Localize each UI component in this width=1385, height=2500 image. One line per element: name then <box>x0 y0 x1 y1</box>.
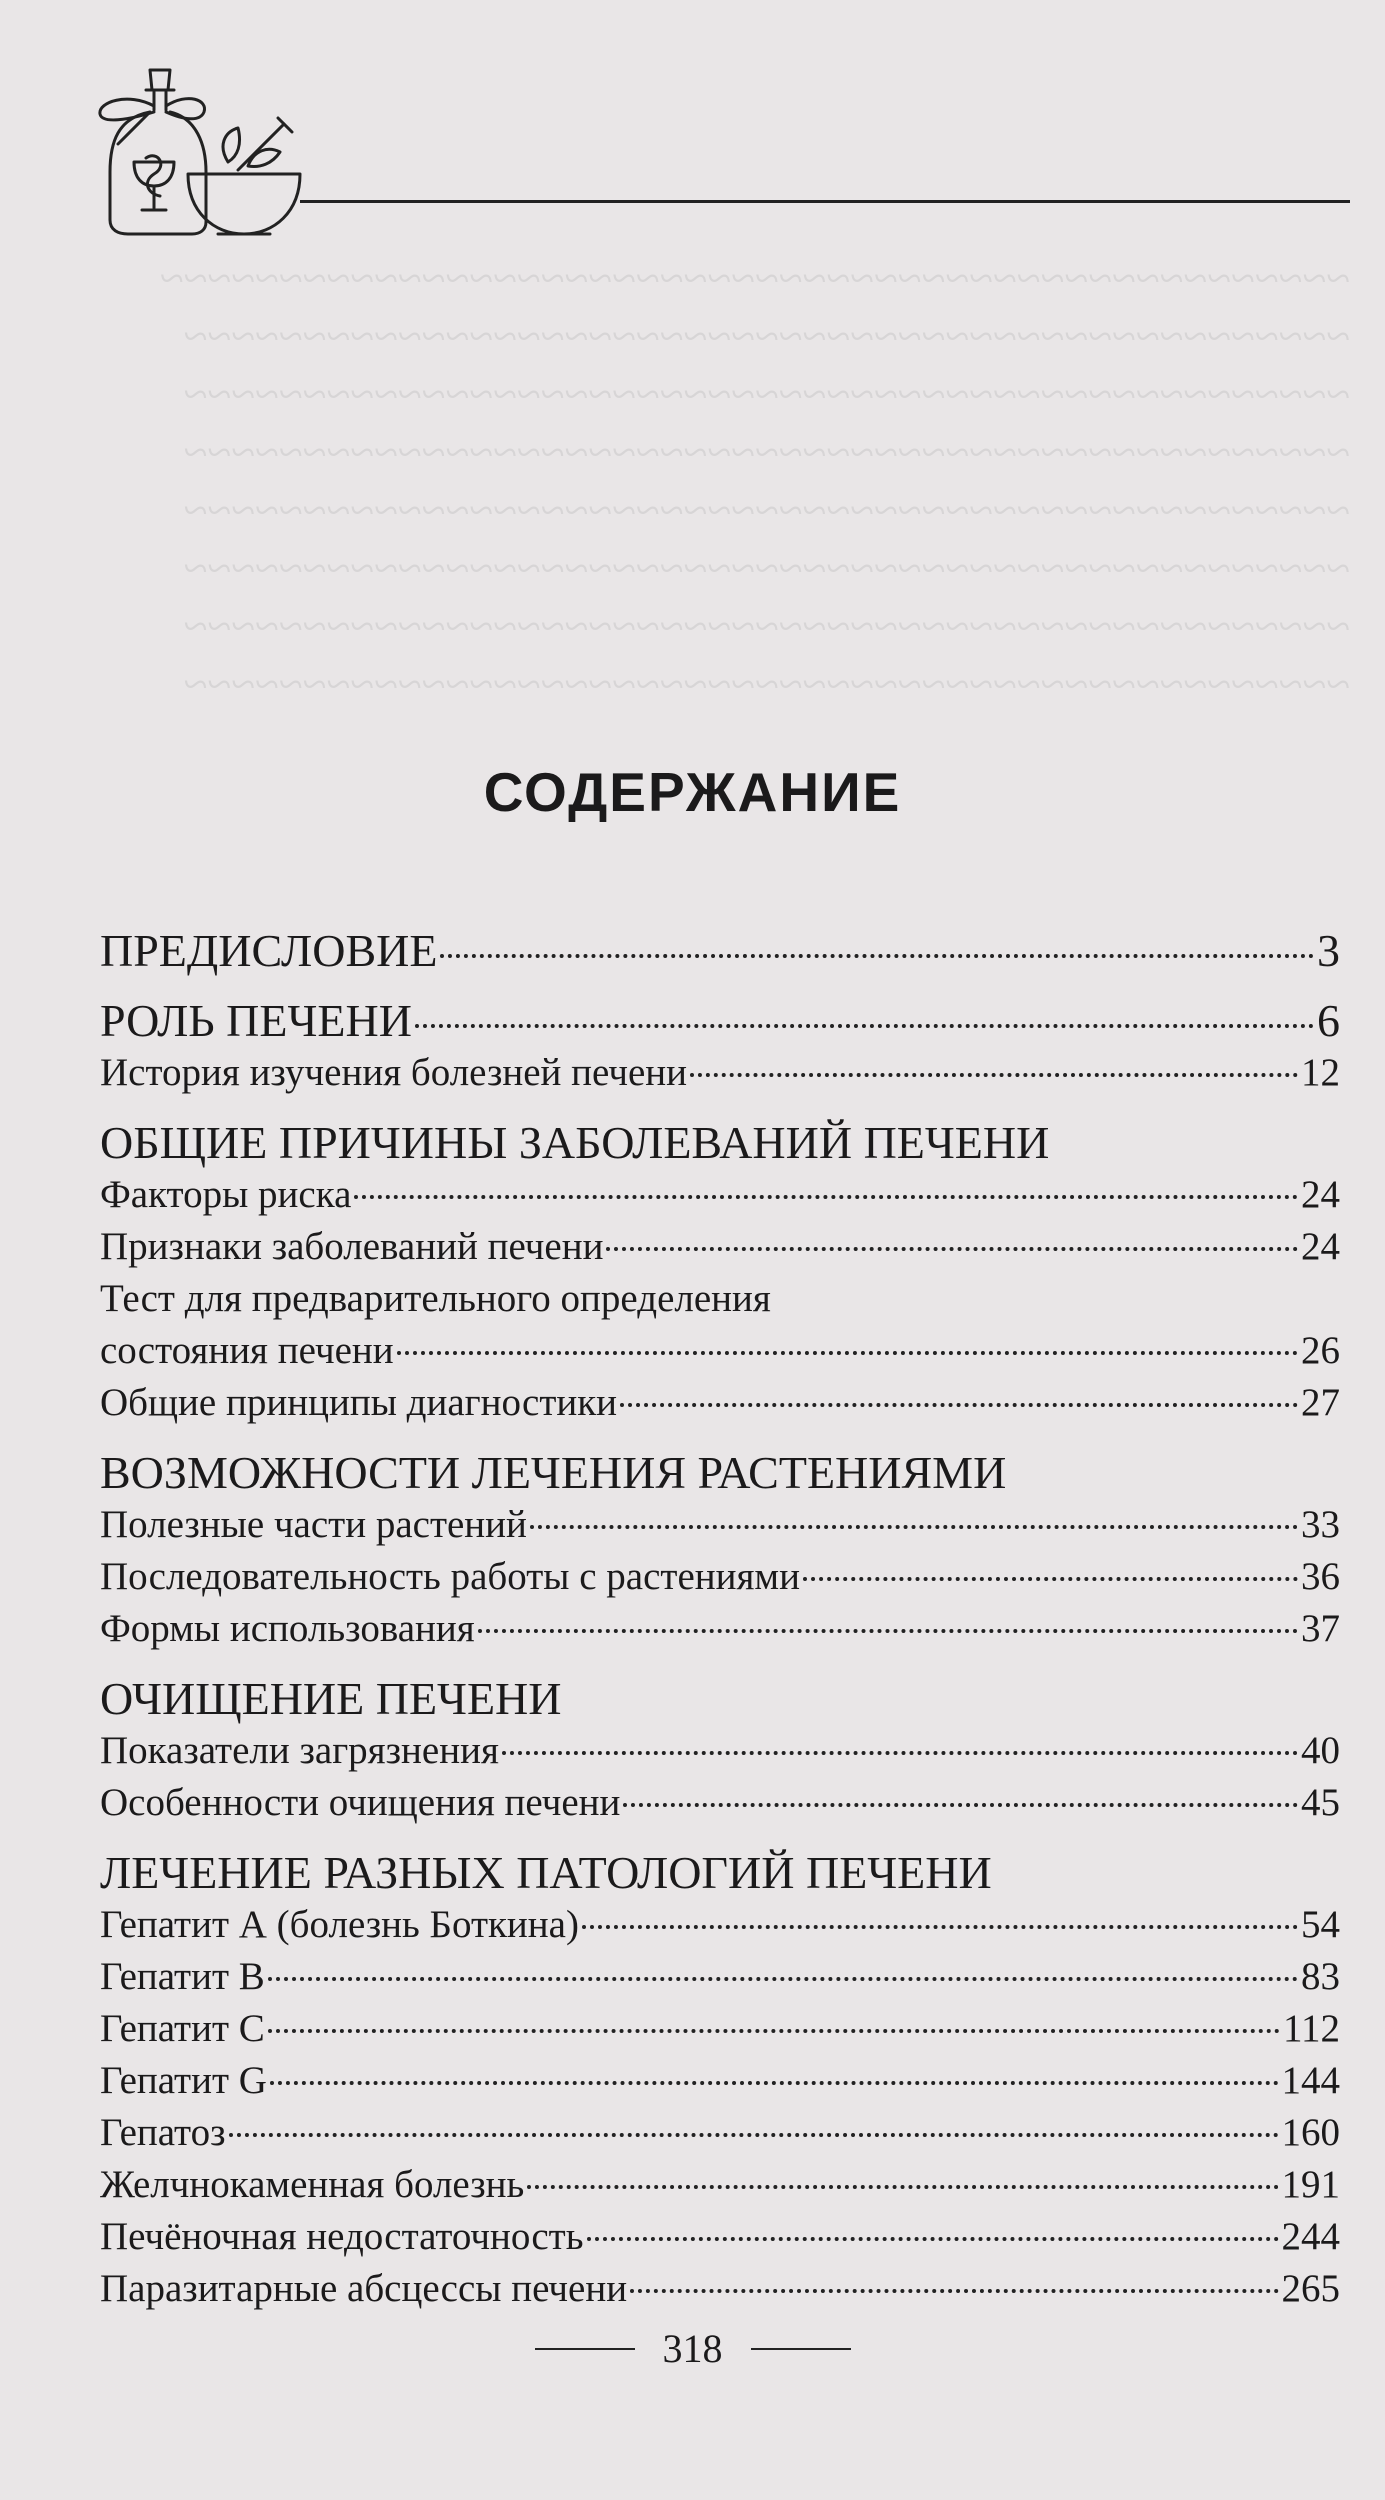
toc-leader-dots <box>440 954 1314 958</box>
toc-entry-label: Особенности очищения печени <box>100 1781 621 1824</box>
toc-entry-label: Общие принципы диагностики <box>100 1381 618 1424</box>
toc-entry[interactable] <box>100 2003 1340 2055</box>
toc-entry-label: Гепатит А (болезнь Боткина) <box>100 1903 579 1946</box>
toc-entry-label: РОЛЬ ПЕЧЕНИ <box>100 995 412 1046</box>
toc-entry-label: Формы использования <box>100 1607 475 1650</box>
toc-leader-dots <box>527 2185 1278 2189</box>
toc-entry[interactable] <box>100 1047 1340 1099</box>
toc-entry-label: ПРЕДИСЛОВИЕ <box>100 925 438 976</box>
toc-entry[interactable] <box>100 2107 1340 2159</box>
toc-leader-dots <box>397 1351 1298 1355</box>
toc-section-entry[interactable] <box>100 995 1340 1047</box>
toc-leader-dots <box>620 1403 1298 1407</box>
page-title: СОДЕРЖАНИЕ <box>483 761 902 823</box>
toc-leader-dots <box>623 1803 1298 1807</box>
toc-entry[interactable] <box>100 1377 1340 1429</box>
toc-leader-dots <box>530 1525 1298 1529</box>
toc-entry-label: Факторы риска <box>100 1173 352 1216</box>
toc-leader-dots <box>270 2081 1279 2085</box>
toc-entry[interactable] <box>100 1725 1340 1777</box>
toc-entry[interactable] <box>100 1777 1340 1829</box>
toc-page-number: 6 <box>1317 995 1340 1046</box>
toc-leader-dots <box>268 2029 1280 2033</box>
toc-entry-label-line1: Тест для предварительного определения <box>100 1277 771 1320</box>
toc-leader-dots <box>415 1024 1314 1028</box>
toc-entry[interactable] <box>100 2159 1340 2211</box>
toc-page-number: 160 <box>1281 2111 1340 2154</box>
toc-page-number: 26 <box>1301 1329 1340 1372</box>
toc-leader-dots <box>354 1195 1298 1199</box>
toc-entry-label: Гепатит G <box>100 2059 267 2102</box>
toc-entry[interactable] <box>100 2211 1340 2263</box>
toc-entry-label: Желчнокаменная болезнь <box>100 2163 525 2206</box>
toc-entry[interactable] <box>100 2263 1340 2315</box>
toc-section-heading: ОЧИЩЕНИЕ ПЕЧЕНИ <box>100 1673 562 1724</box>
toc-page-number: 83 <box>1301 1955 1340 1998</box>
toc-entry[interactable] <box>100 1551 1340 1603</box>
toc-page-number: 12 <box>1301 1051 1340 1094</box>
toc-page-number: 112 <box>1282 2007 1340 2050</box>
footer-rule-right <box>751 2348 851 2350</box>
toc-leader-dots <box>502 1751 1298 1755</box>
toc-page-number: 45 <box>1301 1781 1340 1824</box>
toc-leader-dots <box>268 1977 1298 1981</box>
toc-leader-dots <box>690 1073 1298 1077</box>
toc-entry[interactable] <box>100 2055 1340 2107</box>
toc-entry[interactable] <box>100 1221 1340 1273</box>
toc-entry[interactable] <box>100 1603 1340 1655</box>
toc-entry-label: Показатели загрязнения <box>100 1729 499 1772</box>
toc-entry-label: История изучения болезней печени <box>100 1051 688 1094</box>
page-footer <box>0 2325 1385 2372</box>
toc-entry-label: Полезные части растений <box>100 1503 527 1546</box>
toc-page-number: 54 <box>1301 1903 1340 1946</box>
toc-entry[interactable] <box>100 1499 1340 1551</box>
toc-entry[interactable] <box>100 1951 1340 2003</box>
toc-leader-dots <box>229 2133 1279 2137</box>
toc-page-number: 40 <box>1301 1729 1340 1772</box>
toc-page-number: 33 <box>1301 1503 1340 1546</box>
toc-entry[interactable] <box>100 1325 1340 1377</box>
table-of-contents <box>100 925 1340 2315</box>
header-rule <box>300 200 1350 203</box>
toc-entry-label: Гепатоз <box>100 2111 226 2154</box>
toc-page-number: 191 <box>1281 2163 1340 2206</box>
page-number: 318 <box>662 2326 723 2371</box>
toc-leader-dots <box>478 1629 1298 1633</box>
footer-rule-left <box>535 2348 635 2350</box>
toc-page-number: 244 <box>1281 2215 1340 2258</box>
toc-entry[interactable] <box>100 1899 1340 1951</box>
toc-entry-label: Печёночная недостаточность <box>100 2215 584 2258</box>
toc-section-heading: ВОЗМОЖНОСТИ ЛЕЧЕНИЯ РАСТЕНИЯМИ <box>100 1447 1007 1498</box>
toc-section-entry[interactable] <box>100 925 1340 977</box>
toc-page-number: 27 <box>1301 1381 1340 1424</box>
toc-leader-dots <box>582 1925 1298 1929</box>
toc-page-number: 36 <box>1301 1555 1340 1598</box>
toc-entry-label: состояния печени <box>100 1329 394 1372</box>
toc-entry-label: Гепатит С <box>100 2007 265 2050</box>
show-through-text: ~~~~~~~~~~~~~~~~~~~~~~~~~~~~~~~~~~~~~~~~~~~~~~~~~~ ~~~~~~~~~~~~~~~~~~~~~~~~~~~~~~~~~~~~~~~~~~~~~~~~~ ~~~~~~~~~~~~~~~~~~~~~~~~~~~~~~~~~~~~~~~~~~~~~~~~~ ~~~~~~~~~~~~~~~~~~~~~~~~~~~~~~~~~~~~~~~~~~~~~~~~~ ~~~~~~~~~~~~~~~~~~~~~~~~~~~~~~~~~~~~~~~~~~~~~~~~~ ~~~~~~~~~~~~~~~~~~~~~~~~~~~~~~~~~~~~~~~~~~~~~~~~~ ~~~~~~~~~~~~~~~~~~~~~~~~~~~~~~~~~~~~~~~~~~~~~~~~~ ~~~~~~~~~~~~~~~~~~~~~~~~~~~~~~~~~~~~~~~~~~~~~~~~~ <box>159 254 1350 709</box>
toc-page-number: 24 <box>1301 1173 1340 1216</box>
toc-leader-dots <box>587 2237 1279 2241</box>
toc-section-heading: ОБЩИЕ ПРИЧИНЫ ЗАБОЛЕВАНИЙ ПЕЧЕНИ <box>100 1117 1050 1168</box>
toc-page-number: 37 <box>1301 1607 1340 1650</box>
toc-page-number: 144 <box>1281 2059 1340 2102</box>
apothecary-bottle-mortar-icon <box>88 62 318 242</box>
toc-entry-label: Признаки заболеваний печени <box>100 1225 604 1268</box>
toc-page-number: 24 <box>1301 1225 1340 1268</box>
toc-entry-label: Паразитарные абсцессы печени <box>100 2267 628 2310</box>
toc-leader-dots <box>606 1247 1298 1251</box>
toc-entry[interactable] <box>100 1169 1340 1221</box>
toc-leader-dots <box>803 1577 1298 1581</box>
toc-page-number: 265 <box>1281 2267 1340 2310</box>
toc-entry-label: Последовательность работы с растениями <box>100 1555 800 1598</box>
toc-entry-label: Гепатит В <box>100 1955 265 1998</box>
toc-page-number: 3 <box>1317 925 1340 976</box>
toc-section-heading: ЛЕЧЕНИЕ РАЗНЫХ ПАТОЛОГИЙ ПЕЧЕНИ <box>100 1847 992 1898</box>
toc-leader-dots <box>630 2289 1278 2293</box>
